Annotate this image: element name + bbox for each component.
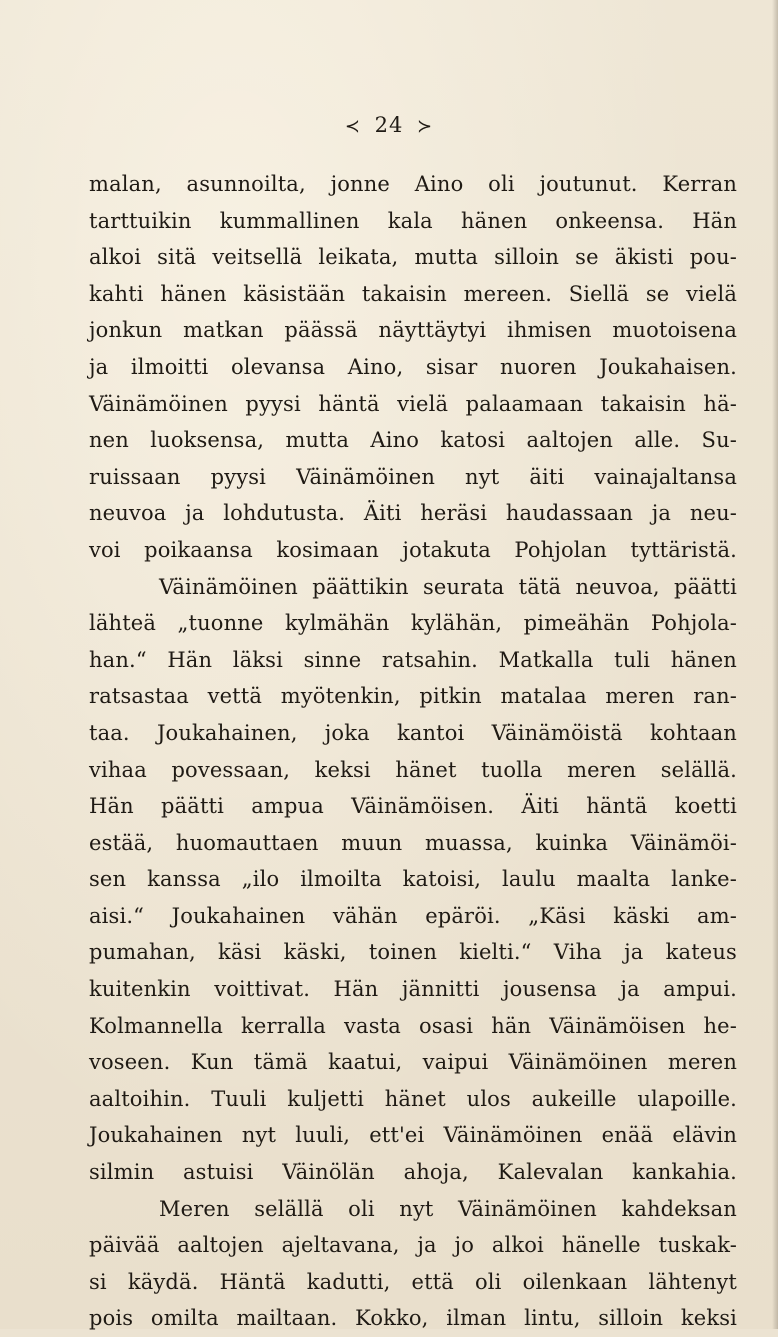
ornament-right-icon: ≻ bbox=[417, 116, 434, 137]
page-number: 24 bbox=[374, 113, 404, 137]
text-line: han.“ Hän läksi sinne ratsahin. Matkalla tuli hänen bbox=[89, 647, 737, 672]
text-line: voseen. Kun tämä kaatui, vaipui Väinämöinen meren bbox=[89, 1050, 737, 1075]
text-line: kahti hänen käsistään takaisin mereen. Siellä se vielä bbox=[89, 281, 737, 306]
text-line: ruissaan pyysi Väinämöinen nyt äiti vainajaltansa bbox=[89, 464, 737, 489]
text-line: estää, huomauttaen muun muassa, kuinka Väinämöi- bbox=[89, 830, 737, 855]
text-line: nen luoksensa, mutta Aino katosi aaltojen alle. Su- bbox=[89, 428, 737, 453]
text-line: Joukahainen nyt luuli, ett'ei Väinämöinen enää elävin bbox=[89, 1123, 737, 1148]
text-line: jonkun matkan päässä näyttäytyi ihmisen muotoisena bbox=[89, 318, 737, 343]
ornament-left-icon: ≺ bbox=[344, 116, 361, 137]
text-line: kuitenkin voittivat. Hän jännitti jousensa ja ampui. bbox=[89, 977, 737, 1002]
text-line: alkoi sitä veitsellä leikata, mutta silloin se äkisti pou- bbox=[89, 245, 737, 270]
text-line: ja ilmoitti olevansa Aino, sisar nuoren Joukahaisen. bbox=[89, 354, 737, 379]
text-line: päivää aaltojen ajeltavana, ja jo alkoi hänelle tuskak- bbox=[89, 1233, 737, 1258]
text-line: Väinämöinen pyysi häntä vielä palaamaan takaisin hä- bbox=[89, 391, 737, 416]
text-line: silmin astuisi Väinölän ahoja, Kalevalan kankahia. bbox=[89, 1160, 737, 1185]
text-line: aaltoihin. Tuuli kuljetti hänet ulos aukeille ulapoille. bbox=[89, 1086, 737, 1111]
text-line: malan, asunnoilta, jonne Aino oli joutunut. Kerran bbox=[89, 172, 737, 196]
text-line: pumahan, käsi käski, toinen kielti.“ Viha ja kateus bbox=[89, 940, 737, 965]
page-edge-shadow bbox=[772, 0, 778, 1329]
text-line: neuvoa ja lohdutusta. Äiti heräsi haudassaan ja neu- bbox=[89, 501, 737, 526]
text-line: taa. Joukahainen, joka kantoi Väinämöistä kohtaan bbox=[89, 720, 737, 745]
text-line: aisi.“ Joukahainen vähän epäröi. „Käsi käski am- bbox=[89, 903, 737, 928]
text-line: vihaa povessaan, keksi hänet tuolla meren selällä. bbox=[89, 757, 737, 782]
text-line: Hän päätti ampua Väinämöisen. Äiti häntä koetti bbox=[89, 794, 737, 819]
text-line: pois omilta mailtaan. Kokko, ilman lintu, silloin keksi bbox=[89, 1306, 737, 1331]
page-header bbox=[0, 113, 778, 137]
text-line: voi poikaansa kosimaan jotakuta Pohjolan tyttäristä. bbox=[89, 537, 737, 562]
text-line: lähteä „tuonne kylmähän kylähän, pimeähän Pohjola- bbox=[89, 611, 737, 636]
text-line: ratsastaa vettä myötenkin, pitkin matalaa meren ran- bbox=[89, 684, 737, 709]
text-line: Kolmannella kerralla vasta osasi hän Väinämöisen he- bbox=[89, 1013, 737, 1038]
text-line-paragraph-start: Väinämöinen päättikin seurata tätä neuvoa, päätti bbox=[159, 574, 737, 599]
text-line: tarttuikin kummallinen kala hänen onkeensa. Hän bbox=[89, 208, 737, 233]
text-line: sen kanssa „ilo ilmoilta katoisi, laulu maalta lanke- bbox=[89, 867, 737, 892]
text-line: si käydä. Häntä kadutti, että oli oilenkaan lähtenyt bbox=[89, 1269, 737, 1294]
text-line-paragraph-start: Meren selällä oli nyt Väinämöinen kahdeksan bbox=[159, 1196, 737, 1221]
body-text bbox=[89, 166, 737, 1337]
